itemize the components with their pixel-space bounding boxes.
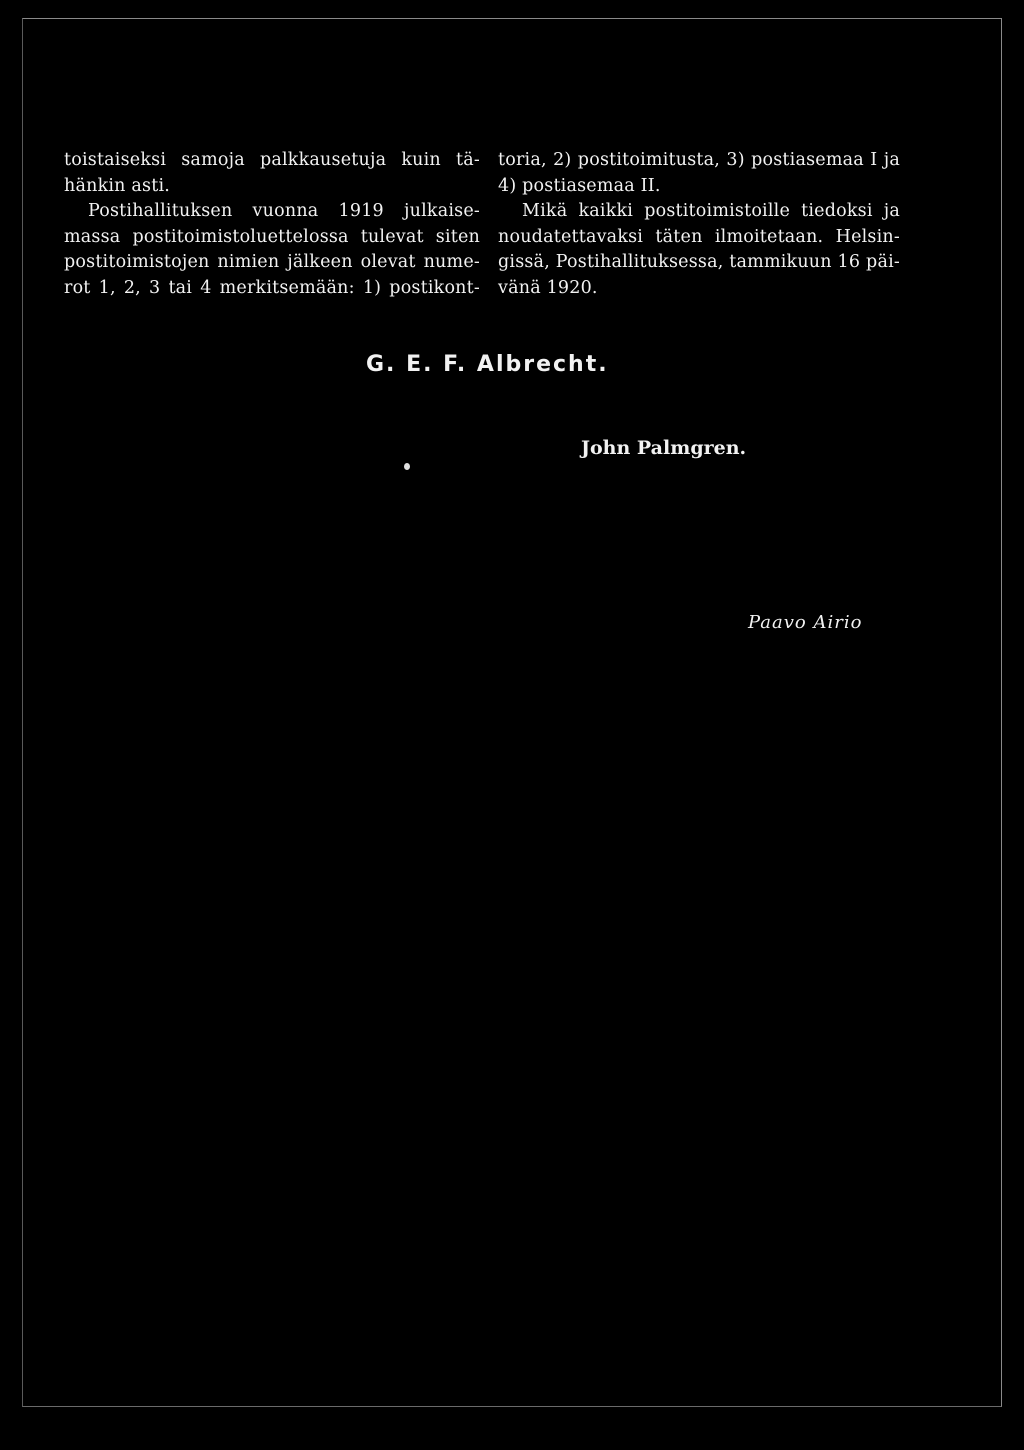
left-text-column	[64, 148, 480, 301]
right-text-column	[498, 148, 900, 301]
ink-speck	[404, 463, 410, 470]
text-line: toria, 2) postitoimitusta, 3) postiasemaa I ja	[498, 150, 900, 170]
text-line: hänkin asti.	[64, 175, 171, 196]
text-line: rot 1, 2, 3 tai 4 merkitsemään: 1) postikont-	[64, 277, 480, 298]
text-line: gissä, Postihallituksessa, tammikuun 16 päi-	[498, 252, 900, 272]
text-line: noudatettavaksi täten ilmoitetaan. Helsin-	[498, 226, 900, 247]
text-line: 4) postiasemaa II.	[498, 175, 661, 196]
text-line: massa postitoimistoluettelossa tulevat siten	[64, 226, 480, 247]
signature-albrecht: G. E. F. Albrecht.	[366, 352, 609, 377]
signature-airio: Paavo Airio	[748, 612, 863, 633]
text-line: toistaiseksi samoja palkkausetuja kuin tä-	[64, 150, 480, 170]
signature-palmgren: John Palmgren.	[581, 437, 747, 459]
text-line: postitoimistojen nimien jälkeen olevat nume-	[64, 252, 480, 272]
text-line: Postihallituksen vuonna 1919 julkaise-	[88, 201, 480, 221]
text-line: Mikä kaikki postitoimistoille tiedoksi ja	[522, 201, 900, 221]
text-line: vänä 1920.	[498, 277, 598, 298]
